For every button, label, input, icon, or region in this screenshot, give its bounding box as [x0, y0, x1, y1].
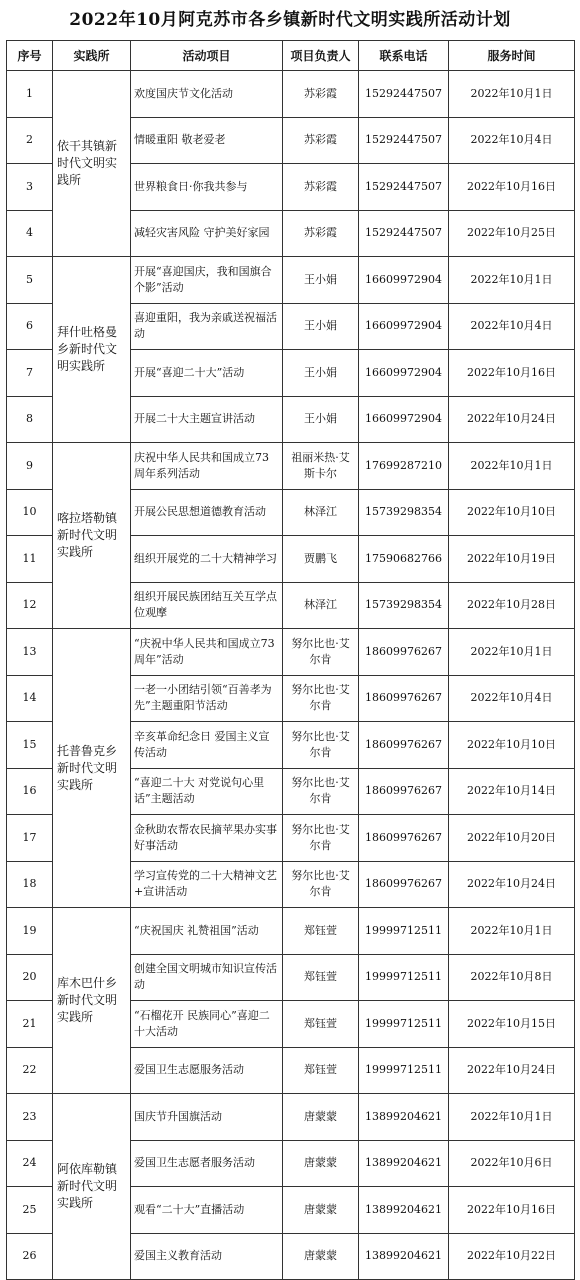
service-date: 2022年10月1日 — [449, 1094, 575, 1141]
activity-name: 创建全国文明城市知识宣传活动 — [131, 954, 283, 1001]
phone-number: 19999712511 — [359, 908, 449, 955]
activity-name: 开展二十大主题宣讲活动 — [131, 396, 283, 443]
row-number: 11 — [7, 536, 53, 583]
activity-name: 组织开展党的二十大精神学习 — [131, 536, 283, 583]
phone-number: 19999712511 — [359, 1047, 449, 1094]
table-row — [7, 257, 575, 304]
phone-number: 17590682766 — [359, 536, 449, 583]
table-row — [7, 908, 575, 955]
activity-name: 庆祝中华人民共和国成立73周年系列活动 — [131, 443, 283, 490]
row-number: 6 — [7, 303, 53, 350]
phone-number: 15292447507 — [359, 71, 449, 118]
activity-name: 减轻灾害风险 守护美好家园 — [131, 210, 283, 257]
phone-number: 18609976267 — [359, 722, 449, 769]
activity-name: 爱国卫生志愿服务活动 — [131, 1047, 283, 1094]
phone-number: 16609972904 — [359, 396, 449, 443]
row-number: 1 — [7, 71, 53, 118]
leader-name: 王小娟 — [283, 257, 359, 304]
activity-name: 喜迎重阳，我为亲戚送祝福活动 — [131, 303, 283, 350]
row-number: 23 — [7, 1094, 53, 1141]
phone-number: 15739298354 — [359, 582, 449, 629]
service-date: 2022年10月8日 — [449, 954, 575, 1001]
activity-name: 观看“二十大”直播活动 — [131, 1187, 283, 1234]
row-number: 4 — [7, 210, 53, 257]
service-date: 2022年10月25日 — [449, 210, 575, 257]
activity-name: 开展公民思想道德教育活动 — [131, 489, 283, 536]
leader-name: 祖丽米热·艾斯卡尔 — [283, 443, 359, 490]
phone-number: 16609972904 — [359, 257, 449, 304]
leader-name: 唐蒙蒙 — [283, 1233, 359, 1280]
row-number: 24 — [7, 1140, 53, 1187]
station-name: 阿依库勒镇新时代文明实践所 — [53, 1094, 131, 1280]
row-number: 14 — [7, 675, 53, 722]
row-number: 21 — [7, 1001, 53, 1048]
service-date: 2022年10月16日 — [449, 164, 575, 211]
leader-name: 林泽江 — [283, 582, 359, 629]
header-phone: 联系电话 — [359, 41, 449, 71]
station-name: 库木巴什乡新时代文明实践所 — [53, 908, 131, 1094]
activity-name: 一老一小团结引领“百善孝为先”主题重阳节活动 — [131, 675, 283, 722]
header-no: 序号 — [7, 41, 53, 71]
leader-name: 苏彩霞 — [283, 117, 359, 164]
row-number: 20 — [7, 954, 53, 1001]
activity-name: 爱国主义教育活动 — [131, 1233, 283, 1280]
activity-name: “喜迎二十大 对党说句心里话”主题活动 — [131, 768, 283, 815]
leader-name: 努尔比也·艾尔肯 — [283, 722, 359, 769]
activity-name: “庆祝国庆 礼赞祖国”活动 — [131, 908, 283, 955]
leader-name: 唐蒙蒙 — [283, 1094, 359, 1141]
header-station: 实践所 — [53, 41, 131, 71]
service-date: 2022年10月4日 — [449, 675, 575, 722]
service-date: 2022年10月20日 — [449, 815, 575, 862]
service-date: 2022年10月24日 — [449, 396, 575, 443]
service-date: 2022年10月16日 — [449, 1187, 575, 1234]
service-date: 2022年10月1日 — [449, 908, 575, 955]
row-number: 13 — [7, 629, 53, 676]
row-number: 3 — [7, 164, 53, 211]
activity-name: “石榴花开 民族同心”喜迎二十大活动 — [131, 1001, 283, 1048]
service-date: 2022年10月1日 — [449, 71, 575, 118]
leader-name: 王小娟 — [283, 350, 359, 397]
row-number: 15 — [7, 722, 53, 769]
row-number: 18 — [7, 861, 53, 908]
phone-number: 15292447507 — [359, 210, 449, 257]
phone-number: 18609976267 — [359, 861, 449, 908]
leader-name: 努尔比也·艾尔肯 — [283, 768, 359, 815]
row-number: 25 — [7, 1187, 53, 1234]
phone-number: 16609972904 — [359, 303, 449, 350]
activity-name: 金秋助农帮农民摘苹果办实事好事活动 — [131, 815, 283, 862]
row-number: 26 — [7, 1233, 53, 1280]
row-number: 7 — [7, 350, 53, 397]
service-date: 2022年10月28日 — [449, 582, 575, 629]
service-date: 2022年10月1日 — [449, 443, 575, 490]
table-row — [7, 1094, 575, 1141]
activity-name: 爱国卫生志愿者服务活动 — [131, 1140, 283, 1187]
leader-name: 唐蒙蒙 — [283, 1140, 359, 1187]
leader-name: 郑钰萱 — [283, 954, 359, 1001]
table-body — [7, 71, 575, 1280]
leader-name: 郑钰萱 — [283, 1047, 359, 1094]
activity-name: 开展“喜迎国庆，我和国旗合个影”活动 — [131, 257, 283, 304]
leader-name: 郑钰萱 — [283, 908, 359, 955]
service-date: 2022年10月24日 — [449, 861, 575, 908]
leader-name: 努尔比也·艾尔肯 — [283, 675, 359, 722]
leader-name: 唐蒙蒙 — [283, 1187, 359, 1234]
activity-name: 国庆节升国旗活动 — [131, 1094, 283, 1141]
header-date: 服务时间 — [449, 41, 575, 71]
phone-number: 13899204621 — [359, 1187, 449, 1234]
phone-number: 18609976267 — [359, 629, 449, 676]
phone-number: 16609972904 — [359, 350, 449, 397]
service-date: 2022年10月10日 — [449, 722, 575, 769]
phone-number: 17699287210 — [359, 443, 449, 490]
activity-name: “庆祝中华人民共和国成立73周年”活动 — [131, 629, 283, 676]
leader-name: 苏彩霞 — [283, 210, 359, 257]
station-name: 托普鲁克乡新时代文明实践所 — [53, 629, 131, 908]
header-activity: 活动项目 — [131, 41, 283, 71]
row-number: 16 — [7, 768, 53, 815]
phone-number: 19999712511 — [359, 954, 449, 1001]
station-name: 喀拉塔勒镇新时代文明实践所 — [53, 443, 131, 629]
service-date: 2022年10月4日 — [449, 117, 575, 164]
row-number: 22 — [7, 1047, 53, 1094]
phone-number: 18609976267 — [359, 675, 449, 722]
station-name: 依干其镇新时代文明实践所 — [53, 71, 131, 257]
phone-number: 19999712511 — [359, 1001, 449, 1048]
row-number: 12 — [7, 582, 53, 629]
station-name: 拜什吐格曼乡新时代文明实践所 — [53, 257, 131, 443]
phone-number: 13899204621 — [359, 1140, 449, 1187]
service-date: 2022年10月1日 — [449, 629, 575, 676]
phone-number: 15292447507 — [359, 164, 449, 211]
row-number: 5 — [7, 257, 53, 304]
service-date: 2022年10月15日 — [449, 1001, 575, 1048]
phone-number: 15292447507 — [359, 117, 449, 164]
leader-name: 林泽江 — [283, 489, 359, 536]
leader-name: 王小娟 — [283, 303, 359, 350]
leader-name: 苏彩霞 — [283, 164, 359, 211]
table-row — [7, 443, 575, 490]
leader-name: 王小娟 — [283, 396, 359, 443]
table-row — [7, 71, 575, 118]
activity-name: 开展“喜迎二十大”活动 — [131, 350, 283, 397]
service-date: 2022年10月24日 — [449, 1047, 575, 1094]
row-number: 9 — [7, 443, 53, 490]
page-title: 2022年10月阿克苏市各乡镇新时代文明实践所活动计划 — [69, 10, 511, 30]
service-date: 2022年10月10日 — [449, 489, 575, 536]
service-date: 2022年10月6日 — [449, 1140, 575, 1187]
leader-name: 努尔比也·艾尔肯 — [283, 861, 359, 908]
table-header-row — [7, 41, 575, 71]
service-date: 2022年10月22日 — [449, 1233, 575, 1280]
service-date: 2022年10月14日 — [449, 768, 575, 815]
row-number: 8 — [7, 396, 53, 443]
leader-name: 贾鹏飞 — [283, 536, 359, 583]
row-number: 17 — [7, 815, 53, 862]
phone-number: 18609976267 — [359, 815, 449, 862]
activity-name: 情暖重阳 敬老爱老 — [131, 117, 283, 164]
leader-name: 努尔比也·艾尔肯 — [283, 629, 359, 676]
row-number: 2 — [7, 117, 53, 164]
phone-number: 15739298354 — [359, 489, 449, 536]
activity-plan-table — [6, 40, 575, 1280]
service-date: 2022年10月19日 — [449, 536, 575, 583]
table-row — [7, 629, 575, 676]
activity-name: 组织开展民族团结互关互学点位观摩 — [131, 582, 283, 629]
phone-number: 18609976267 — [359, 768, 449, 815]
leader-name: 努尔比也·艾尔肯 — [283, 815, 359, 862]
phone-number: 13899204621 — [359, 1233, 449, 1280]
activity-name: 世界粮食日·你我共参与 — [131, 164, 283, 211]
activity-name: 学习宣传党的二十大精神文艺+宣讲活动 — [131, 861, 283, 908]
service-date: 2022年10月16日 — [449, 350, 575, 397]
phone-number: 13899204621 — [359, 1094, 449, 1141]
row-number: 19 — [7, 908, 53, 955]
service-date: 2022年10月4日 — [449, 303, 575, 350]
activity-name: 欢度国庆节文化活动 — [131, 71, 283, 118]
header-leader: 项目负责人 — [283, 41, 359, 71]
activity-name: 辛亥革命纪念日 爱国主义宣传活动 — [131, 722, 283, 769]
leader-name: 苏彩霞 — [283, 71, 359, 118]
service-date: 2022年10月1日 — [449, 257, 575, 304]
leader-name: 郑钰萱 — [283, 1001, 359, 1048]
row-number: 10 — [7, 489, 53, 536]
